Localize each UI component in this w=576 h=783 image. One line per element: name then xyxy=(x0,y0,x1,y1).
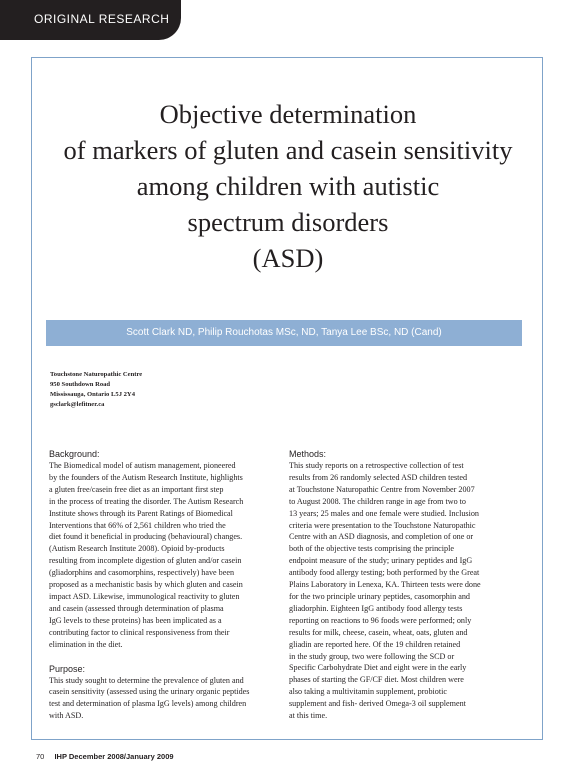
author-list: Scott Clark ND, Philip Rouchotas MSc, ND, Tanya Lee BSc, ND (Cand) xyxy=(126,327,442,338)
purpose-heading: Purpose: xyxy=(49,663,86,674)
right-column xyxy=(289,448,524,722)
title-line: among children with autistic xyxy=(136,171,440,201)
body-line: contributing factor to clinical responsiveness from their xyxy=(49,627,230,637)
body-line: antibody food allergy testing; both performed by the Great xyxy=(289,568,480,578)
body-line: (Autism Research Institute 2008). Opioid by-products xyxy=(49,544,225,554)
section-tab xyxy=(0,0,181,40)
body-line: casein sensitivity (assessed using the urinary organic peptides xyxy=(49,687,250,697)
affiliation xyxy=(50,370,250,410)
body-line: reporting on reactions to 96 foods were performed; only xyxy=(289,615,472,625)
body-line: diet found it beneficial in producing (behavioural) changes. xyxy=(49,532,243,542)
affiliation-line: 950 Southdown Road xyxy=(50,381,111,388)
body-line: and casein (assessed through determination of plasma xyxy=(49,603,224,613)
body-line: results for milk, cheese, casein, wheat, oats, gluten and xyxy=(289,627,468,637)
affiliation-line: Touchstone Naturopathic Centre xyxy=(50,371,143,378)
body-line: phases of starting the GF/CF diet. Most children were xyxy=(289,675,464,685)
body-line: a gluten free/casein free diet as an important first step xyxy=(49,484,224,494)
body-line: criteria were presentation to the Touchstone Naturopathic xyxy=(289,520,476,530)
body-line: proposed as a mechanistic basis by which gluten and casein xyxy=(49,580,243,590)
methods-heading: Methods: xyxy=(289,449,327,459)
body-line: for the two principle urinary peptides, casomorphin and xyxy=(289,591,470,601)
title-line: of markers of gluten and casein sensitivity xyxy=(63,135,513,165)
body-line: both of the objective tests comprising the principle xyxy=(289,544,454,554)
body-line: by the founders of the Autism Research Institute, highlights xyxy=(49,472,243,482)
body-line: elimination in the diet. xyxy=(49,639,123,649)
title-line: Objective determination xyxy=(159,99,417,129)
body-line: The Biomedical model of autism management, pioneered xyxy=(49,461,236,470)
body-line: This study sought to determine the prevalence of gluten and xyxy=(49,675,244,685)
body-line: to August 2008. The children range in age from two to xyxy=(289,496,466,506)
body-line: Interventions that 66% of 2,561 children who tried the xyxy=(49,520,226,530)
affiliation-line: Mississauga, Ontario L5J 2Y4 xyxy=(50,391,135,398)
body-line: at this time. xyxy=(289,711,328,721)
affiliation-email[interactable]: gsclark@lefitner.ca xyxy=(50,401,105,408)
body-line: with ASD. xyxy=(49,711,84,721)
author-bar xyxy=(46,320,522,346)
background-heading: Background: xyxy=(49,449,100,459)
body-line: Specific Carbohydrate Diet and eight were in the early xyxy=(289,663,467,673)
section-label: ORIGINAL RESEARCH xyxy=(34,12,170,26)
body-line: Plains Laboratory in Lenexa, KA. Thirteen tests were done xyxy=(289,580,481,590)
body-line: This study reports on a retrospective collection of test xyxy=(289,461,464,470)
page-number: 70 xyxy=(36,752,45,761)
body-line: impact ASD. Likewise, immunological reactivity to gluten xyxy=(49,591,240,601)
article-title xyxy=(20,96,556,276)
body-line: gliadin are reported here. Of the 19 children retained xyxy=(289,639,461,649)
paragraph-gap xyxy=(49,651,284,663)
body-line: 13 years; 25 males and one female were studied. Inclusion xyxy=(289,508,479,518)
body-line: Institute shows through its Parent Ratings of Biomedical xyxy=(49,508,233,518)
body-line: results from 26 randomly selected ASD children tested xyxy=(289,472,468,482)
body-line: also taking a multivitamin supplement, probiotic xyxy=(289,687,447,697)
body-line: at Touchstone Naturopathic Centre from November 2007 xyxy=(289,484,475,494)
title-line: (ASD) xyxy=(252,243,324,273)
body-line: endpoint measure of the study; urinary peptides and IgG xyxy=(289,556,473,566)
body-line: gliadorphin. Eighteen IgG antibody food allergy tests xyxy=(289,603,463,613)
body-line: test and determination of plasma IgG levels) among children xyxy=(49,699,247,709)
left-column xyxy=(49,448,284,722)
body-line: (gliadorphins and casomorphins, respectively) have been xyxy=(49,568,235,578)
journal-citation: IHP December 2008/January 2009 xyxy=(54,752,174,761)
body-line: supplement and fish- derived Omega-3 oil supplement xyxy=(289,699,466,709)
body-line: resulting from incomplete digestion of gluten and/or casein xyxy=(49,556,242,566)
body-line: IgG levels to these proteins) has been implicated as a xyxy=(49,615,222,625)
body-line: in the study group, two were following the SCD or xyxy=(289,651,455,661)
title-line: spectrum disorders xyxy=(187,207,389,237)
body-line: Centre with an ASD diagnosis, and completion of one or xyxy=(289,532,474,542)
body-line: in the process of treating the disorder. The Autism Research xyxy=(49,496,244,506)
page-footer xyxy=(36,752,174,761)
